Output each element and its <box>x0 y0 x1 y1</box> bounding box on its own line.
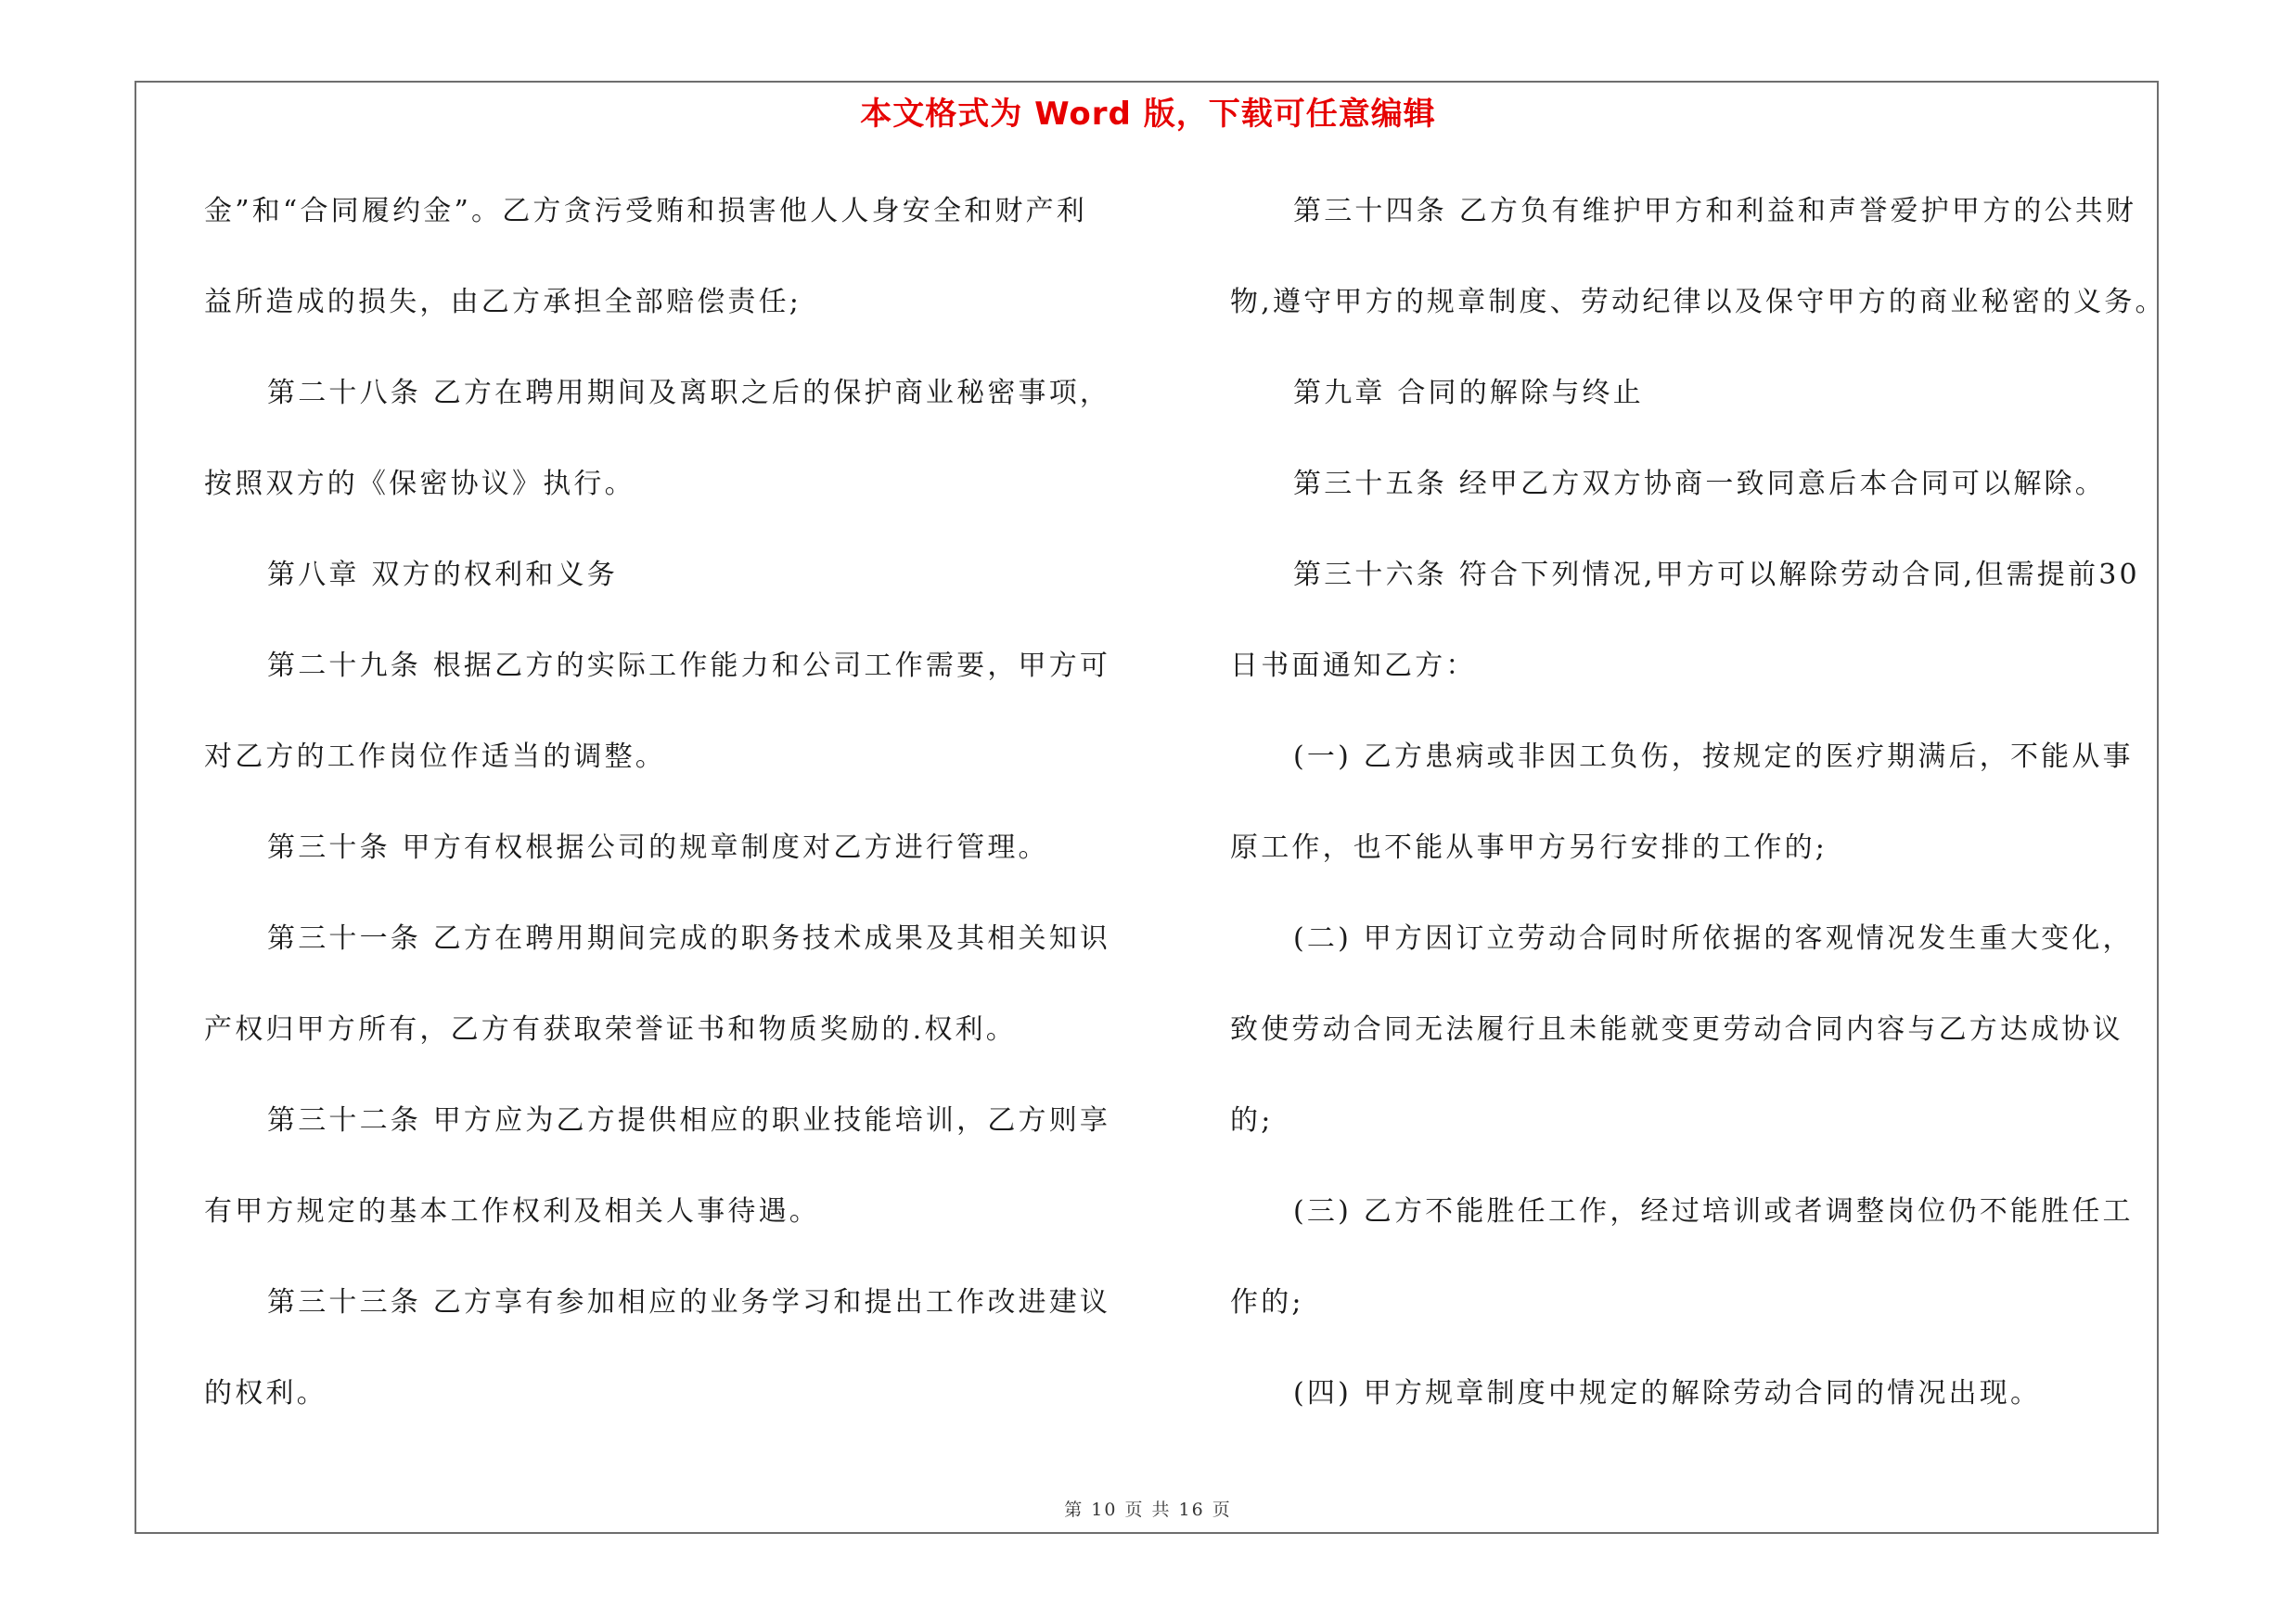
paragraph-line: 日书面通知乙方： <box>1230 650 1477 682</box>
chapter-heading: 第八章 双方的权利和义务 <box>267 559 618 591</box>
left-text-column <box>204 183 1141 1456</box>
paragraph-line: 第三十四条 乙方负有维护甲方和利益和声誉爱护甲方的公共财 <box>1293 195 2137 227</box>
paragraph-line: 第三十五条 经甲乙方双方协商一致同意后本合同可以解除。 <box>1293 468 2106 500</box>
chapter-heading: 第九章 合同的解除与终止 <box>1293 377 1644 409</box>
paragraph-line: 致使劳动合同无法履行且未能就变更劳动合同内容与乙方达成协议 <box>1230 1013 2123 1046</box>
paragraph-line: 作的; <box>1230 1286 1304 1319</box>
paragraph-line: 的; <box>1230 1104 1274 1137</box>
paragraph-line: 第二十九条 根据乙方的实际工作能力和公司工作需要，甲方可 <box>267 650 1111 682</box>
right-text-column <box>1230 183 2167 1456</box>
paragraph-line: 益所造成的损失，由乙方承担全部赔偿责任; <box>204 286 802 318</box>
word-format-banner: 本文格式为 Word 版，下载可任意编辑 <box>860 96 1436 133</box>
paragraph-line: 产权归甲方所有，乙方有获取荣誉证书和物质奖励的.权利。 <box>204 1013 1017 1046</box>
paragraph-line: 金”和“合同履约金”。乙方贪污受贿和损害他人人身安全和财产利 <box>204 195 1088 227</box>
page-number-footer: 第 10 页 共 16 页 <box>1064 1500 1232 1520</box>
paragraph-line: 对乙方的工作岗位作适当的调整。 <box>204 741 666 773</box>
paragraph-line: (一) 乙方患病或非因工负伤，按规定的医疗期满后，不能从事 <box>1293 741 2134 773</box>
paragraph-line: 按照双方的《保密协议》执行。 <box>204 468 635 500</box>
paragraph-line: (三) 乙方不能胜任工作，经过培训或者调整岗位仍不能胜任工 <box>1293 1195 2134 1228</box>
paragraph-line: 物,遵守甲方的规章制度、劳动纪律以及保守甲方的商业秘密的义务。 <box>1230 286 2166 318</box>
paragraph-line: 第三十三条 乙方享有参加相应的业务学习和提出工作改进建议 <box>267 1286 1111 1319</box>
paragraph-line: 原工作，也不能从事甲方另行安排的工作的; <box>1230 831 1828 864</box>
paragraph-line: 有甲方规定的基本工作权利及相关人事待遇。 <box>204 1195 820 1228</box>
paragraph-line: 第二十八条 乙方在聘用期间及离职之后的保护商业秘密事项， <box>267 377 1111 409</box>
paragraph-line: 第三十六条 符合下列情况,甲方可以解除劳动合同,但需提前30 <box>1293 559 2140 591</box>
paragraph-line: 第三十一条 乙方在聘用期间完成的职务技术成果及其相关知识 <box>267 922 1111 955</box>
paragraph-line: 第三十二条 甲方应为乙方提供相应的职业技能培训，乙方则享 <box>267 1104 1111 1137</box>
paragraph-line: (二) 甲方因订立劳动合同时所依据的客观情况发生重大变化， <box>1293 922 2134 955</box>
paragraph-line: 第三十条 甲方有权根据公司的规章制度对乙方进行管理。 <box>267 831 1049 864</box>
paragraph-line: 的权利。 <box>204 1377 327 1410</box>
paragraph-line: (四) 甲方规章制度中规定的解除劳动合同的情况出现。 <box>1293 1377 2042 1410</box>
